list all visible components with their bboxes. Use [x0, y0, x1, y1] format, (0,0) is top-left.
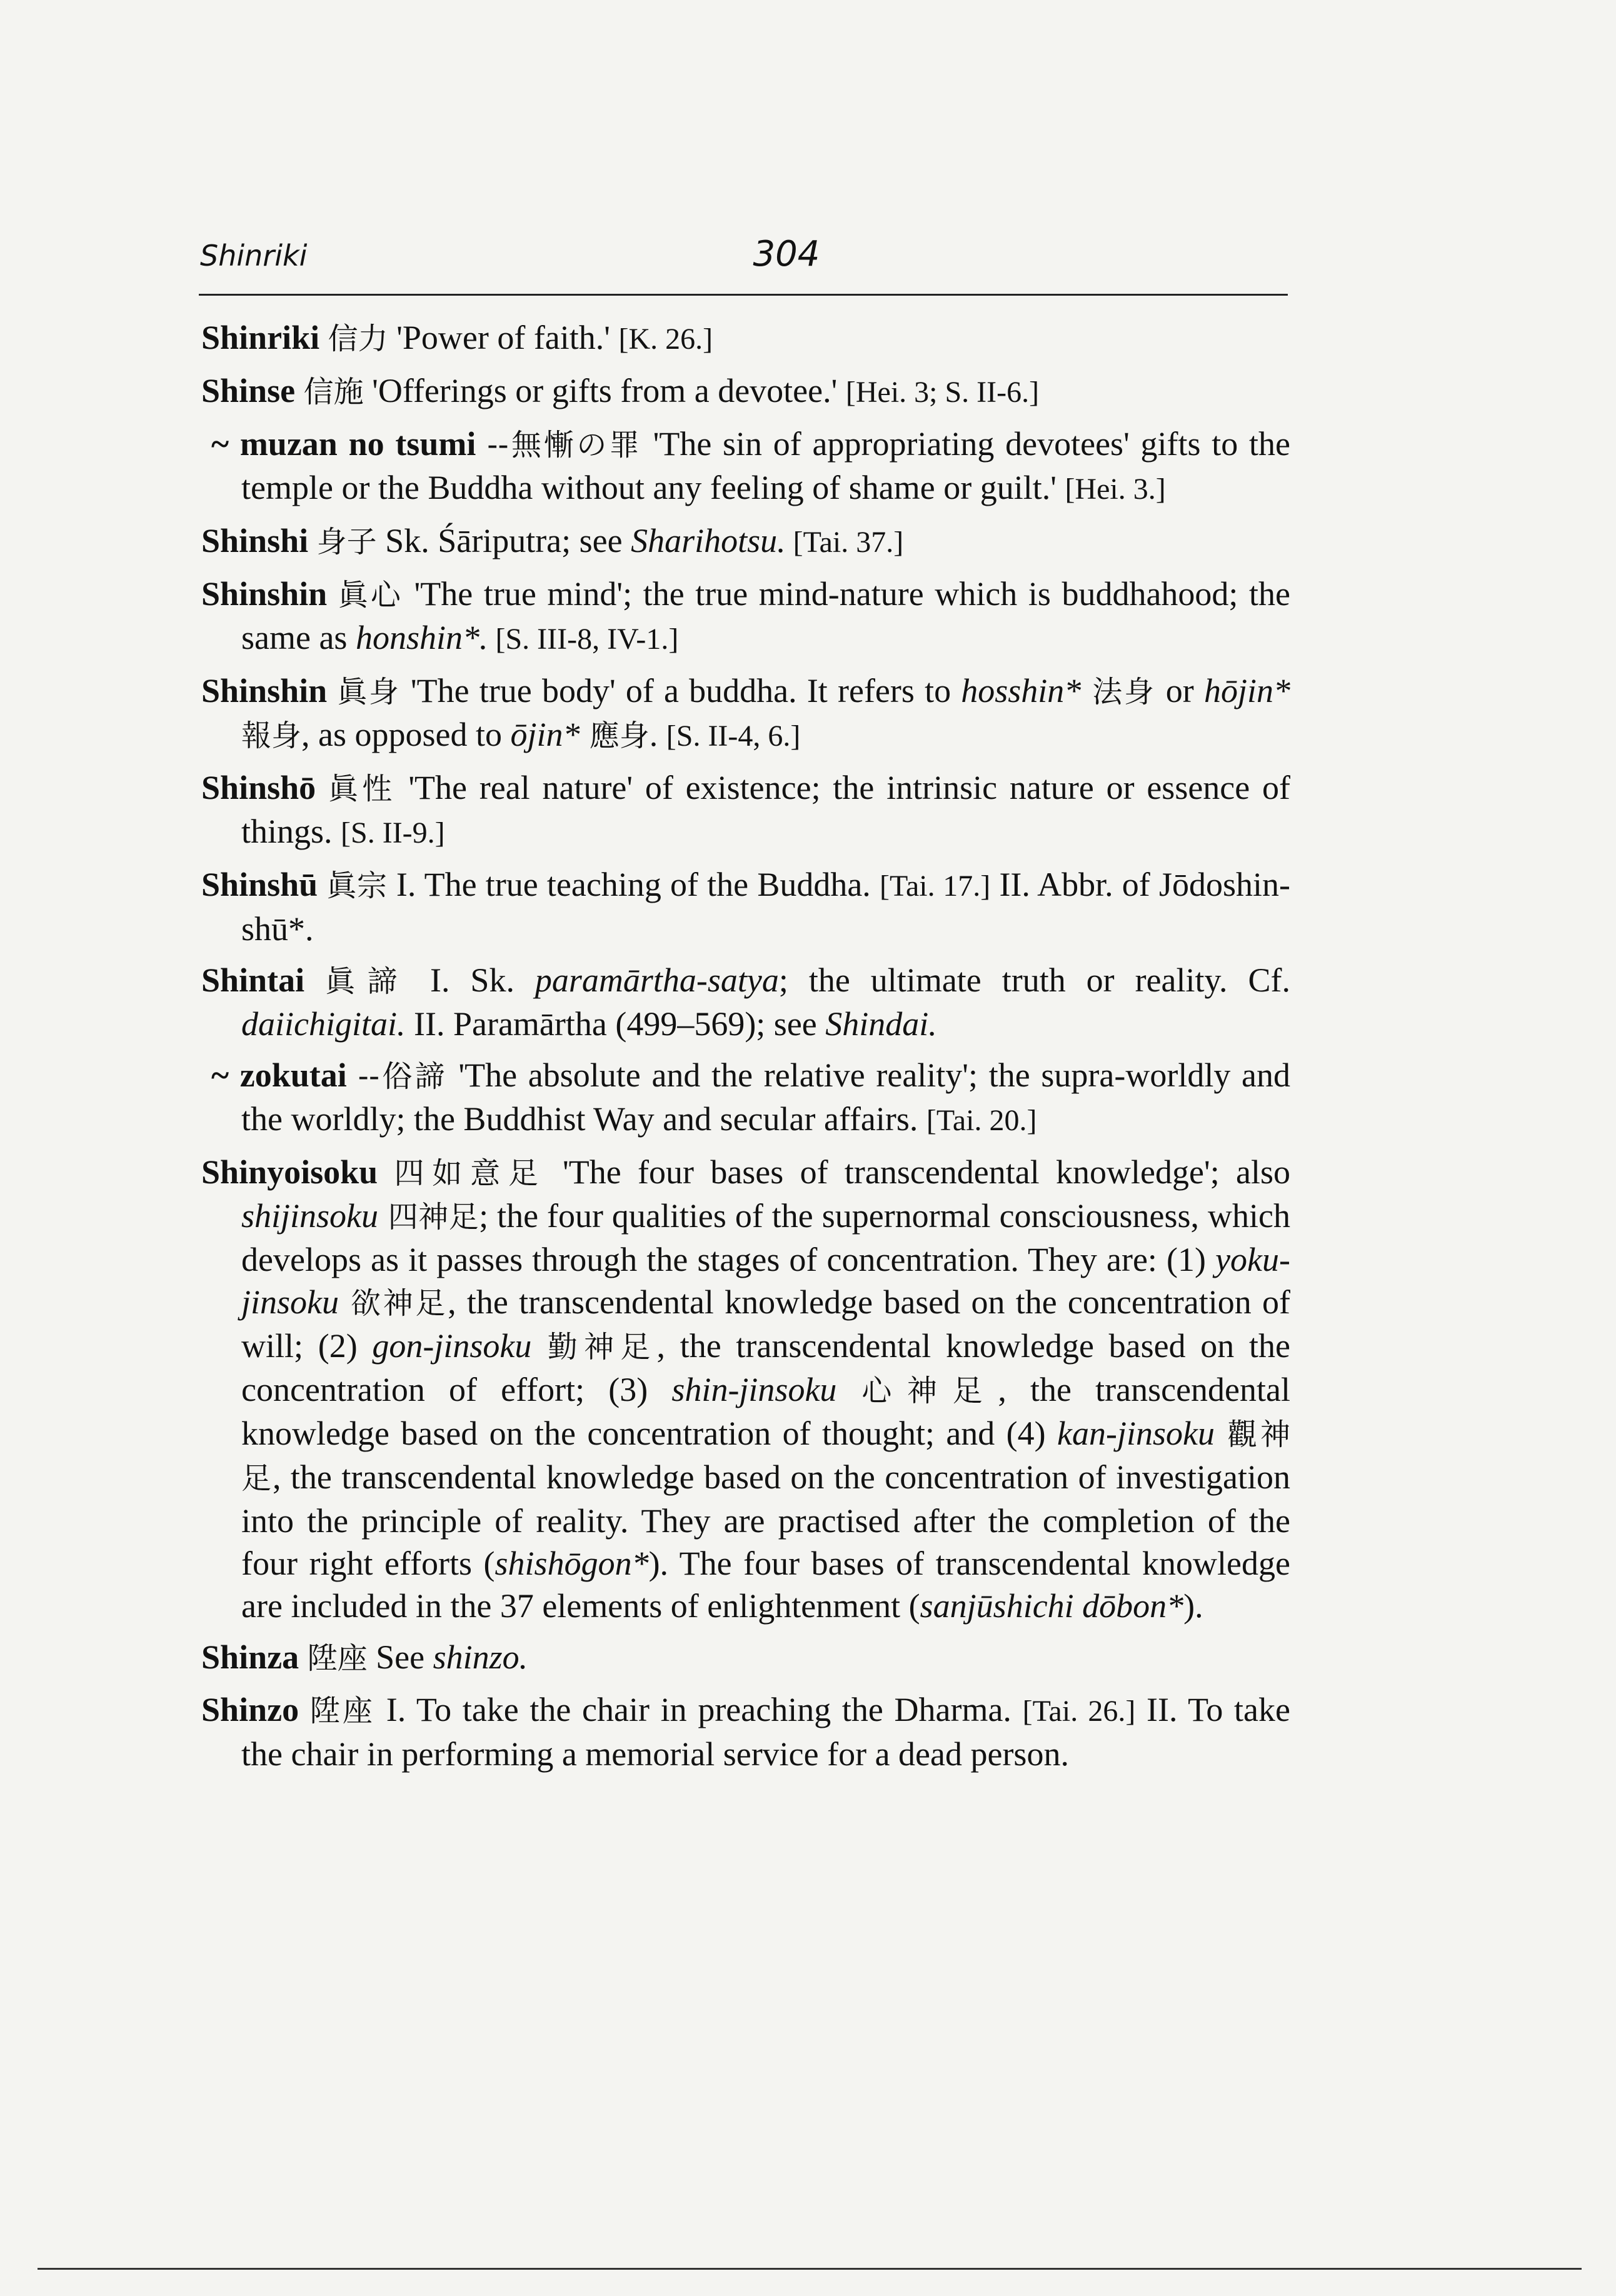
source-reference: [Tai. 20.] — [926, 1104, 1037, 1137]
kanji: 應身 — [580, 718, 650, 753]
cross-reference: shijinsoku — [241, 1197, 379, 1235]
cross-reference: sanjūshichi dōbon* — [920, 1587, 1184, 1625]
kanji: 四如意足 — [394, 1156, 546, 1191]
page-number: 304 — [753, 234, 820, 274]
cross-reference: yoku-jinsoku — [241, 1241, 1290, 1321]
kanji: 信力 — [328, 321, 388, 356]
kanji: 眞心 — [338, 578, 403, 613]
source-reference: [S. II-9.] — [341, 816, 445, 850]
headword: ~ zokutai — [211, 1056, 347, 1094]
kanji: 勤神足 — [531, 1330, 657, 1365]
definition: 'The four bases of transcendental knowledge'; also — [546, 1153, 1291, 1191]
definition: , the transcendental knowledge based on the concentration of thought; and (4) — [241, 1371, 1290, 1452]
kanji: 眞諦 — [325, 964, 409, 999]
kanji: --俗諦 — [358, 1059, 448, 1094]
definition: 'The sin of appropriating devotees' gifts to the temple or the Buddha without any feeling of shame or guilt.' — [241, 425, 1290, 506]
definition: Sk. Śāriputra; see — [376, 522, 631, 559]
definition: II. Abbr. of Jōdoshin-shū*. — [241, 866, 1290, 948]
kanji: 欲神足 — [339, 1286, 448, 1321]
headword: Shinshin — [201, 575, 328, 613]
definition: 'The real nature' of existence; the intrinsic nature or essence of things. — [241, 769, 1291, 850]
source-reference: [Tai. 17.] — [880, 870, 991, 903]
entry-shinza — [201, 1636, 1290, 1680]
source-reference: [S. II-4, 6.] — [666, 719, 801, 753]
cross-reference: Sharihotsu. — [631, 522, 786, 559]
running-head-word: Shinriki — [200, 239, 308, 273]
running-head — [199, 231, 1288, 281]
scan-bottom-rule — [38, 2268, 1582, 2270]
cross-reference: hōjin* — [1203, 672, 1290, 709]
kanji: 陞座 — [307, 1641, 368, 1676]
entry-zokutai — [201, 1054, 1290, 1142]
entry-shinzo — [201, 1688, 1290, 1775]
entry-list — [201, 316, 1290, 1784]
headword: Shintai — [201, 961, 305, 999]
headword: Shinyoisoku — [201, 1153, 378, 1191]
source-reference: [Hei. 3.] — [1065, 473, 1166, 506]
definition: 'The true mind'; the true mind-nature which is buddhahood; the same as — [241, 575, 1290, 656]
cross-reference: shin-jinsoku — [671, 1371, 837, 1408]
definition: . — [649, 716, 666, 753]
headword: Shinshō — [201, 769, 316, 806]
sanskrit-term: paramārtha-satya — [534, 961, 779, 999]
definition: 'The absolute and the relative reality'; the supra-worldly and the worldly; the Buddhist Way and secular affairs. — [241, 1056, 1290, 1138]
kanji: 信施 — [303, 374, 364, 409]
entry-shinriki — [201, 316, 1290, 361]
headword: Shinriki — [201, 319, 320, 356]
definition: 'Power of faith.' — [388, 319, 619, 356]
cross-reference: daiichigitai. — [241, 1005, 406, 1043]
header-rule — [199, 294, 1288, 296]
headword: Shinse — [201, 372, 296, 409]
entry-shinyoisoku — [201, 1151, 1290, 1627]
cross-reference: ōjin* — [510, 716, 580, 753]
kanji: 身子 — [316, 524, 377, 559]
cross-reference: Shindai. — [825, 1005, 937, 1043]
entry-shinshin-body — [201, 669, 1290, 758]
entry-shinshu — [201, 863, 1290, 950]
definition: ). — [1183, 1587, 1203, 1625]
definition: See — [367, 1638, 433, 1676]
cross-reference: shinzo. — [433, 1638, 528, 1676]
definition: 'The true body' of a buddha. It refers to — [400, 672, 961, 709]
headword: Shinza — [201, 1638, 299, 1676]
kanji: 眞宗 — [326, 868, 388, 903]
definition: or — [1155, 672, 1204, 709]
cross-reference: gon-jinsoku — [372, 1327, 532, 1365]
kanji: 觀神足 — [241, 1417, 1290, 1496]
definition: ; the four qualities of the supernormal consciousness, which develops as it passes through the stages of concentration. They are: (1) — [241, 1197, 1290, 1278]
cross-reference: hosshin* — [961, 672, 1082, 709]
kanji: 法身 — [1081, 674, 1156, 709]
source-reference: [K. 26.] — [618, 323, 713, 356]
entry-shinsho — [201, 766, 1290, 855]
definition: , the transcendental knowledge based on the concentration of investigation into the principle of reality. They are practised after the completion of the four right efforts ( — [241, 1458, 1290, 1582]
headword: Shinshū — [201, 866, 318, 903]
kanji: 報身 — [241, 718, 302, 753]
kanji: 四神足 — [378, 1200, 479, 1235]
kanji: --無慚の罪 — [487, 428, 642, 463]
definition: , the transcendental knowledge based on the concentration of will; (2) — [241, 1283, 1290, 1365]
headword: ~ muzan no tsumi — [211, 425, 476, 463]
cross-reference: shishōgon* — [494, 1545, 649, 1582]
definition: I. The true teaching of the Buddha. — [387, 866, 880, 903]
source-reference: [S. III-8, IV-1.] — [488, 623, 679, 656]
definition: , as opposed to — [301, 716, 511, 753]
definition: II. Paramārtha (499–569); see — [405, 1005, 826, 1043]
definition: II. To take the chair in performing a memorial service for a dead person. — [241, 1691, 1290, 1773]
entry-muzan-no-tsumi — [201, 423, 1290, 511]
kanji: 陞座 — [309, 1693, 376, 1728]
source-reference: [Hei. 3; S. II-6.] — [845, 376, 1040, 409]
source-reference: [Tai. 26.] — [1022, 1695, 1136, 1728]
headword: Shinshi — [201, 522, 309, 559]
definition: , the transcendental knowledge based on the concentration of effort; (3) — [241, 1327, 1290, 1408]
definition: ; the ultimate truth or reality. Cf. — [778, 961, 1290, 999]
entry-shinshin-mind — [201, 573, 1290, 661]
cross-reference: kan-jinsoku — [1057, 1415, 1215, 1452]
kanji: 眞性 — [328, 771, 396, 806]
cross-reference: honshin*. — [355, 619, 488, 656]
definition: ). The four bases of transcendental knowledge are included in the 37 elements of enlightenment ( — [241, 1545, 1290, 1625]
kanji: 眞身 — [337, 674, 401, 709]
headword: Shinshin — [201, 672, 328, 709]
entry-shintai — [201, 959, 1290, 1045]
definition: 'Offerings or gifts from a devotee.' — [363, 372, 846, 409]
definition: I. To take the chair in preaching the Dharma. — [375, 1691, 1023, 1728]
headword: Shinzo — [201, 1691, 299, 1728]
entry-shinse — [201, 369, 1290, 414]
kanji: 心神足 — [836, 1373, 998, 1408]
entry-shinshi — [201, 519, 1290, 564]
definition: I. Sk. — [409, 961, 535, 999]
source-reference: [Tai. 37.] — [785, 526, 904, 559]
